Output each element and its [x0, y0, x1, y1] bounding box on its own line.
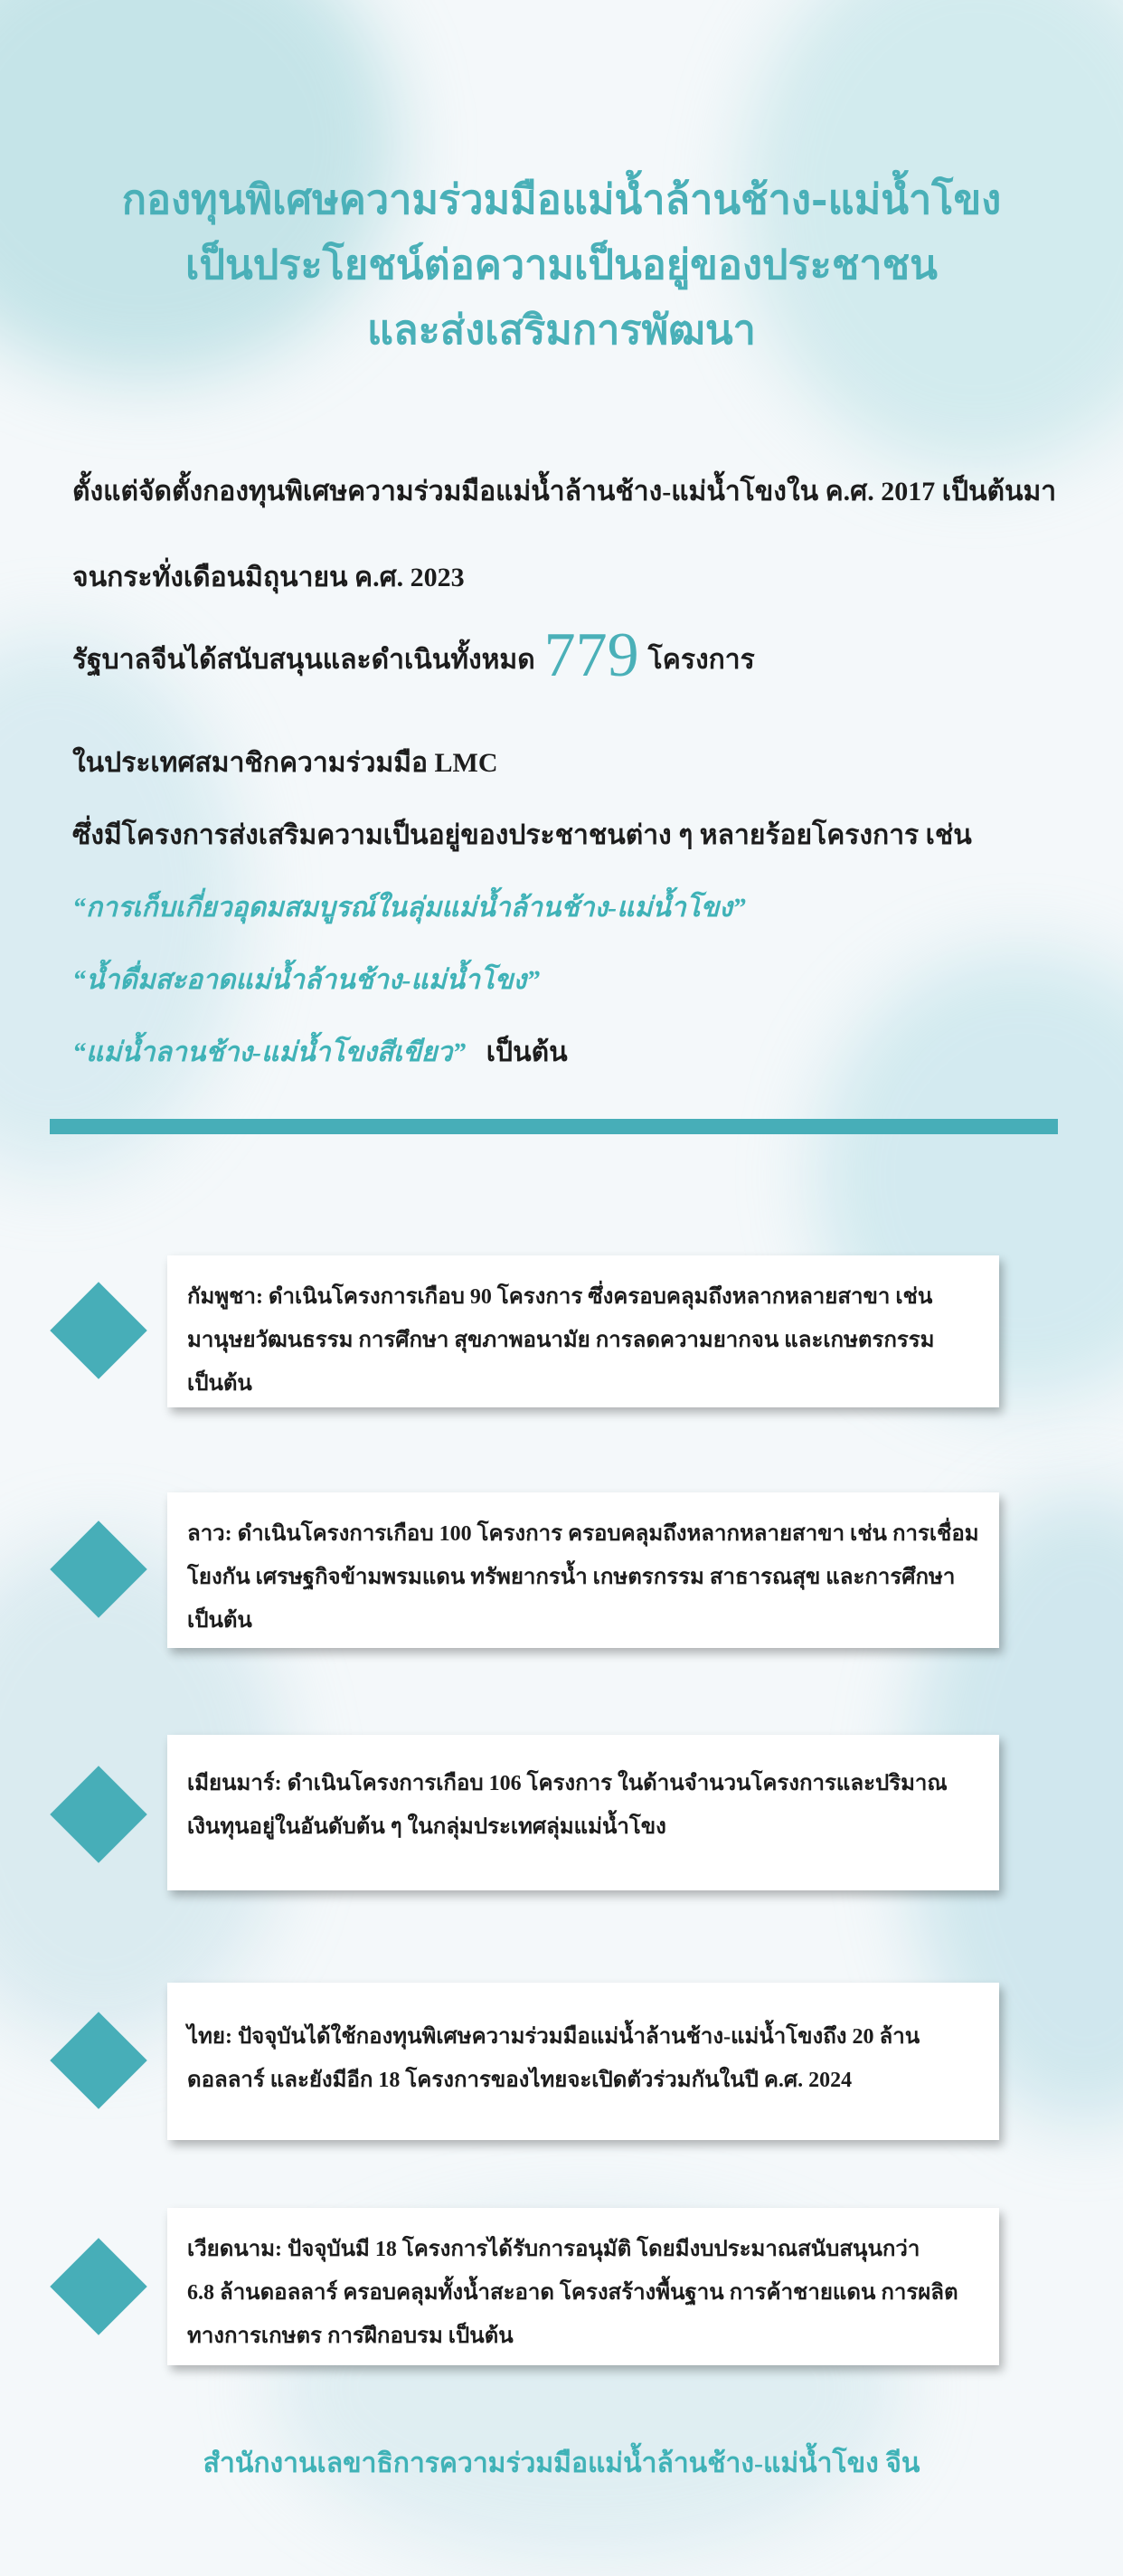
card-line: เงินทุนอยู่ในอันดับต้น ๆ ในกลุ่มประเทศลุ่มแม่น้ำโขง: [187, 1815, 666, 1839]
card-line: ดอลลาร์ และยังมีอีก 18 โครงการของไทยจะเปิดตัวร่วมกันในปี ค.ศ. 2024: [187, 2069, 853, 2092]
country-card: [167, 1983, 999, 2140]
intro-line-1: ตั้งแต่จัดตั้งกองทุนพิเศษความร่วมมือแม่น้ำล้านช้าง-แม่น้ำโขงใน ค.ศ. 2017 เป็นต้นมา: [72, 477, 1057, 507]
intro-line-3-suffix: โครงการ: [647, 645, 755, 675]
country-card: [167, 2208, 999, 2365]
card-line: เป็นต้น: [187, 1609, 252, 1633]
country-card: [167, 1492, 999, 1648]
page-title: [0, 167, 1123, 363]
card-line: ลาว: ดำเนินโครงการเกือบ 100 โครงการ ครอบคลุมถึงหลากหลายสาขา เช่น การเชื่อม: [187, 1522, 979, 1546]
card-line: ไทย: ปัจจุบันได้ใช้กองทุนพิเศษความร่วมมือแม่น้ำล้านช้าง-แม่น้ำโขงถึง 20 ล้าน: [187, 2025, 920, 2049]
quote-3-line: [72, 1031, 568, 1074]
quote-1: “การเก็บเกี่ยวอุดมสมบูรณ์ในลุ่มแม่น้ำล้านช้าง-แม่น้ำโขง”: [72, 893, 746, 923]
title-line-1: กองทุนพิเศษความร่วมมือแม่น้ำล้านช้าง-แม่น้ำโขง: [121, 175, 1002, 223]
title-line-2: เป็นประโยชน์ต่อความเป็นอยู่ของประชาชน: [185, 241, 938, 289]
footer-credit: สำนักงานเลขาธิการความร่วมมือแม่น้ำล้านช้าง-แม่น้ำโขง จีน: [203, 2448, 920, 2478]
quote-3-suffix: เป็นต้น: [486, 1037, 568, 1067]
title-line-3: และส่งเสริมการพัฒนา: [367, 306, 756, 354]
card-line: 6.8 ล้านดอลลาร์ ครอบคลุมทั้งน้ำสะอาด โครงสร้างพื้นฐาน การค้าชายแดน การผลิต: [187, 2281, 958, 2305]
intro-line-2: จนกระทั่งเดือนมิถุนายน ค.ศ. 2023: [72, 563, 465, 592]
card-line: กัมพูชา: ดำเนินโครงการเกือบ 90 โครงการ ซึ่งครอบคลุมถึงหลากหลายสาขา เช่น: [187, 1285, 933, 1309]
quote-3: “แม่น้ำลานช้าง-แม่น้ำโขงสีเขียว”: [72, 1037, 467, 1067]
country-card: [167, 1735, 999, 1890]
quote-2: “น้ำดื่มสะอาดแม่น้ำล้านช้าง-แม่น้ำโขง”: [72, 965, 541, 995]
intro-line-5: ซึ่งมีโครงการส่งเสริมความเป็นอยู่ของประชาชนต่าง ๆ หลายร้อยโครงการ เช่น: [72, 820, 972, 850]
diamond-bullet-icon: [50, 2238, 146, 2334]
card-line: เมียนมาร์: ดำเนินโครงการเกือบ 106 โครงการ ในด้านจำนวนโครงการและปริมาณ: [187, 1772, 948, 1795]
diamond-bullet-icon: [50, 1520, 146, 1617]
card-line: มานุษยวัฒนธรรม การศึกษา สุขภาพอนามัย การลดความยากจน และเกษตรกรรม: [187, 1329, 935, 1352]
intro-line-3: [72, 620, 755, 692]
diamond-bullet-icon: [50, 1766, 146, 1862]
diamond-bullet-icon: [50, 1282, 146, 1378]
intro-line-4: ในประเทศสมาชิกความร่วมมือ LMC: [72, 748, 498, 778]
section-divider: [50, 1119, 1058, 1134]
card-line: เป็นต้น: [187, 1372, 252, 1396]
project-count: 779: [543, 620, 639, 690]
diamond-bullet-icon: [50, 2012, 146, 2108]
card-line: โยงกัน เศรษฐกิจข้ามพรมแดน ทรัพยากรน้ำ เกษตรกรรม สาธารณสุข และการศึกษา: [187, 1566, 956, 1589]
intro-line-3-prefix: รัฐบาลจีนได้สนับสนุนและดำเนินทั้งหมด: [72, 645, 535, 675]
country-card: [167, 1255, 999, 1407]
card-line: เวียดนาม: ปัจจุบันมี 18 โครงการได้รับการอนุมัติ โดยมีงบประมาณสนับสนุนกว่า: [187, 2238, 920, 2261]
card-line: ทางการเกษตร การฝึกอบรม เป็นต้น: [187, 2325, 514, 2348]
